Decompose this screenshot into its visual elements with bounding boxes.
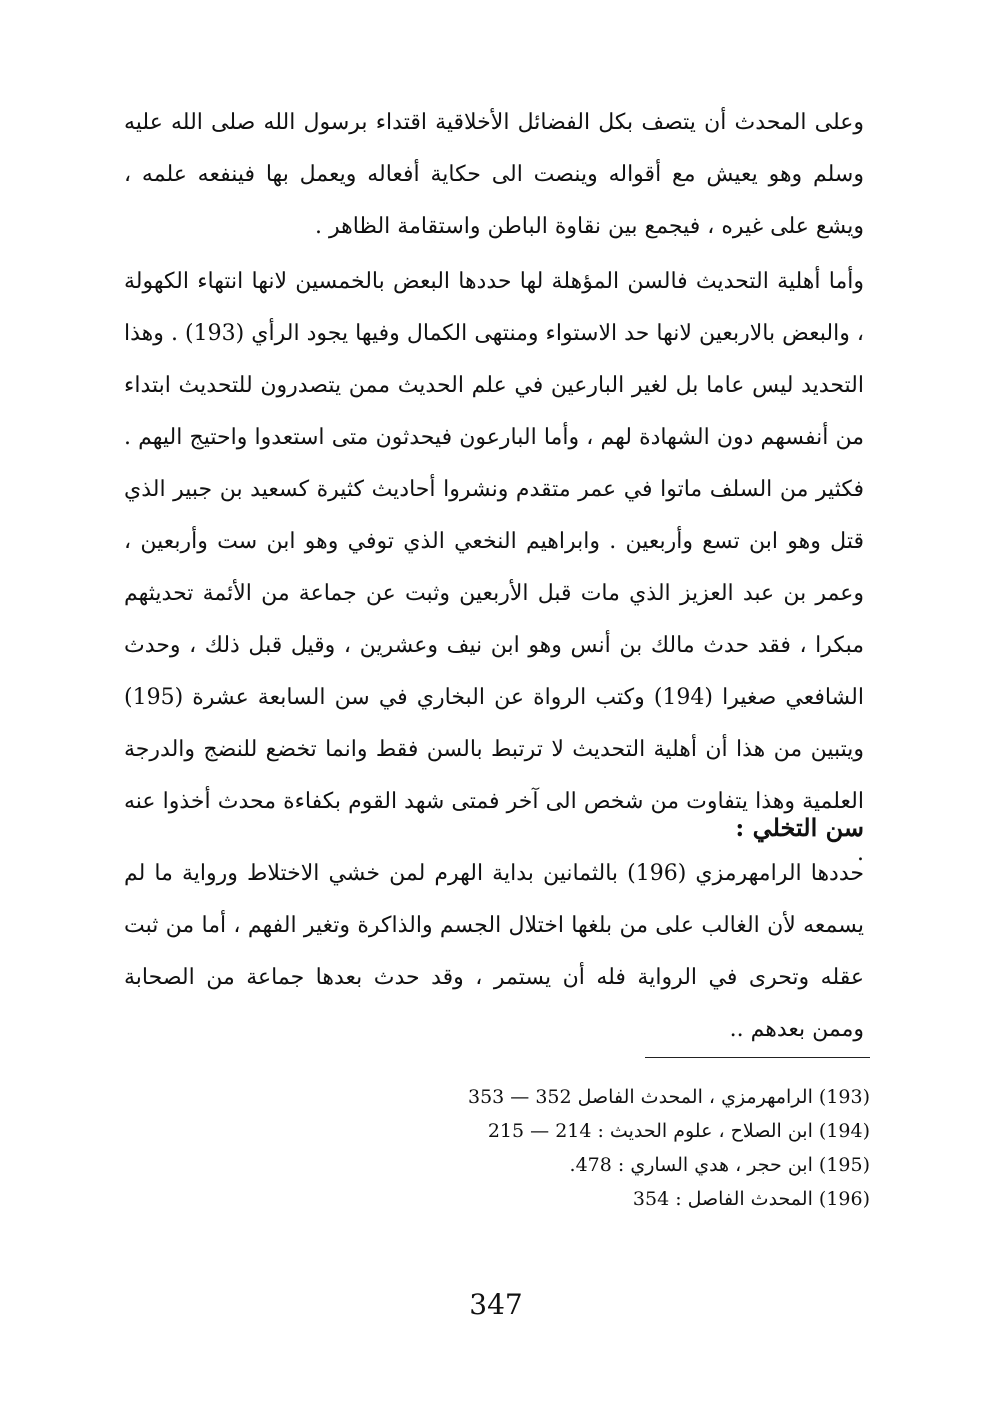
footnote-divider: [645, 1057, 870, 1058]
footnote-195: (195) ابن حجر ، هدي الساري : 478.: [569, 1154, 870, 1176]
paragraph-virtues: وعلى المحدث أن يتصف بكل الفضائل الأخلاقية اقتداء برسول الله صلى الله عليه وسلم وهو يعيش مع أقواله وينصت الى حكاية أفعاله ويعمل بها فينفعه علمه ، ويشع على غيره ، فيجمع بين نقاوة الباطن واستقامة الظاهر .: [124, 110, 864, 239]
paragraph-eligibility: وأما أهلية التحديث فالسن المؤهلة لها حددها البعض بالخمسين لانها انتهاء الكهولة ، والبعض بالاربعين لانها حد الاستواء ومنتهى الكمال وفيها يجود الرأي (193) . وهذا التحديد ليس عاما بل لغير البارعين في علم الحديث ممن يتصدرون للتحديث ابتداء من أنفسهم دون الشهادة لهم ، وأما البارعون فيحدثون متى استعدوا واحتيج اليهم . فكثير من السلف ماتوا في عمر متقدم ونشروا أحاديث كثيرة كسعيد بن جبير الذي قتل وهو ابن تسع وأربعين . وابراهيم النخعي الذي توفي وهو ابن ست وأربعين ، وعمر بن عبد العزيز الذي مات قبل الأربعين وثبت عن جماعة من الأئمة تحديثهم مبكرا ، فقد حدث مالك بن أنس وهو ابن نيف وعشرين ، وقيل قبل ذلك ، وحدث الشافعي صغيرا (194) وكتب الرواة عن البخاري في سن السابعة عشرة (195) ويتبين من هذا أن أهلية التحديث لا ترتبط بالسن فقط وانما تخضع للنضج والدرجة العلمية وهذا يتفاوت من شخص الى آخر فمتى شهد القوم بكفاءة محدث أخذوا عنه .: [124, 269, 864, 866]
section-heading: سن التخلي :: [735, 813, 864, 842]
footnote-194: (194) ابن الصلاح ، علوم الحديث : 214 — 215: [487, 1120, 870, 1142]
footnote-196: (196) المحدث الفاصل : 354: [632, 1188, 870, 1210]
page-number: 347: [469, 1288, 523, 1321]
footnote-193: (193) الرامهرمزي ، المحدث الفاصل 352 — 353: [467, 1086, 870, 1108]
footnotes: [390, 1080, 870, 1216]
paragraph-retirement-age: حددها الرامهرمزي (196) بالثمانين بداية الهرم لمن خشي الاختلاط ورواية ما لم يسمعه لأن الغالب على من بلغها اختلال الجسم والذاكرة وتغير الفهم ، أما من ثبت عقله وتحرى في الرواية فله أن يستمر ، وقد حدث بعدها جماعة من الصحابة وممن بعدهم ..: [124, 861, 864, 1042]
